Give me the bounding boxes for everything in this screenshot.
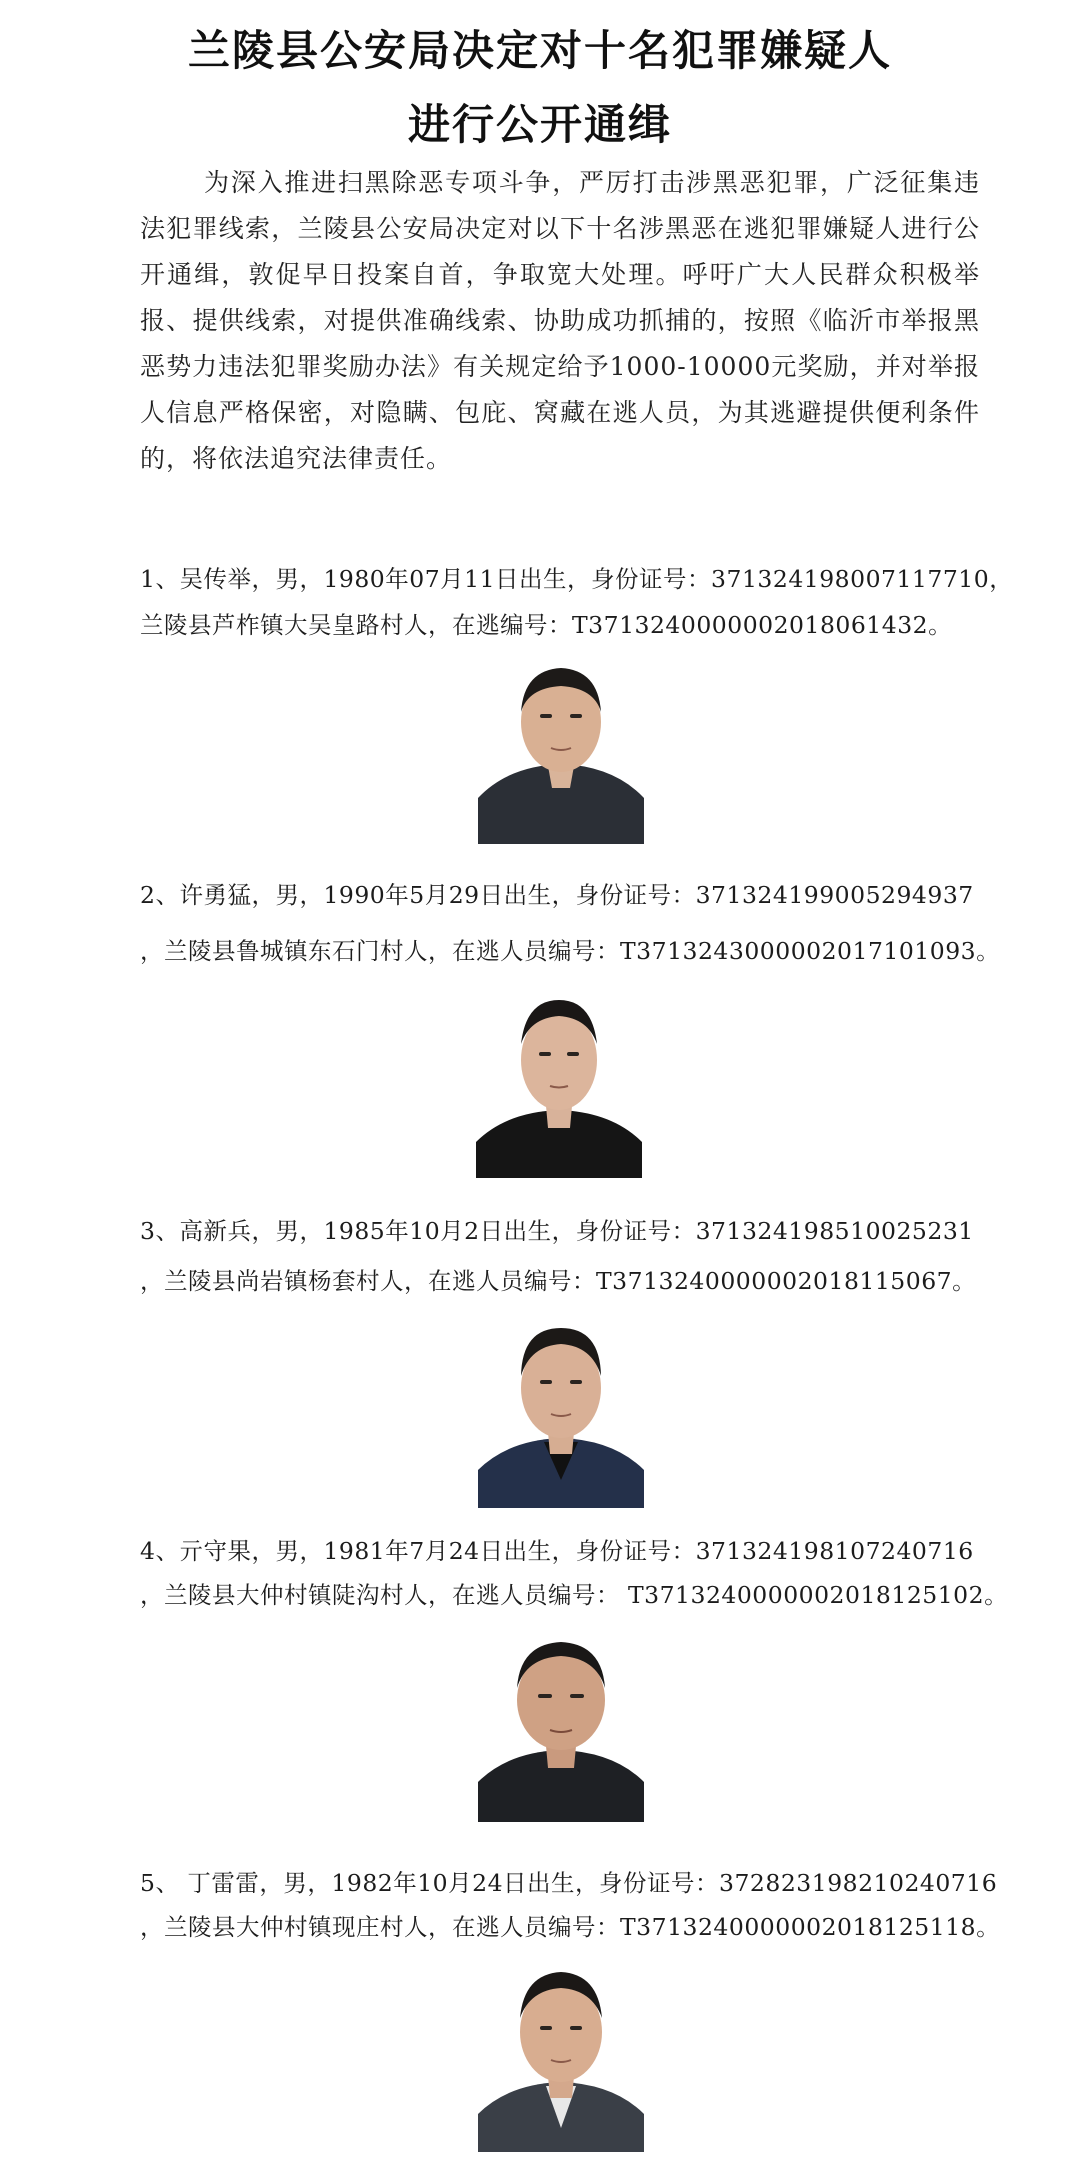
suspect-2-line-1: 2、许勇猛，男，1990年5月29日出生，身份证号：371324199005294937 xyxy=(140,881,974,909)
suspect-3-line-2: ，兰陵县尚岩镇杨套村人，在逃人员编号：T3713240000002018115067。 xyxy=(140,1267,977,1295)
suspect-2-photo xyxy=(476,982,642,1178)
suspect-4-line-2: ，兰陵县大仲村镇陡沟村人，在逃人员编号： T3713240000002018125102。 xyxy=(140,1581,1009,1609)
suspect-3-line-1: 3、高新兵，男，1985年10月2日出生，身份证号：371324198510025231 xyxy=(140,1217,974,1245)
suspect-4-photo xyxy=(478,1626,644,1822)
suspect-5-photo xyxy=(478,1956,644,2152)
intro-paragraph: 为深入推进扫黑除恶专项斗争，严厉打击涉黑恶犯罪，广泛征集违法犯罪线索，兰陵县公安局决定对以下十名涉黑恶在逃犯罪嫌疑人进行公开通缉，敦促早日投案自首，争取宽大处理。呼吁广大人民群众积极举报、提供线索，对提供准确线索、协助成功抓捕的，按照《临沂市举报黑恶势力违法犯罪奖励办法》有关规定给予1000-10000元奖励，并对举报人信息严格保密，对隐瞒、包庇、窝藏在逃人员，为其逃避提供便利条件的，将依法追究法律责任。 xyxy=(140,168,980,473)
suspect-1-line-1: 1、吴传举，男，1980年07月11日出生，身份证号：371324198007117710， xyxy=(140,565,1014,593)
suspect-5-line-1: 5、 丁雷雷，男，1982年10月24日出生，身份证号：372823198210240716 xyxy=(140,1869,998,1897)
suspect-3-photo xyxy=(478,1312,644,1508)
suspect-2-line-2: ，兰陵县鲁城镇东石门村人，在逃人员编号：T3713243000002017101093。 xyxy=(140,937,1001,965)
page-title-line-1: 兰陵县公安局决定对十名犯罪嫌疑人 xyxy=(187,26,892,75)
page-title-line-2: 进行公开通缉 xyxy=(407,100,672,149)
suspect-1-photo xyxy=(478,648,644,844)
suspect-5-line-2: ，兰陵县大仲村镇现庄村人，在逃人员编号：T3713240000002018125118。 xyxy=(140,1913,1001,1941)
suspect-1-line-2: 兰陵县芦柞镇大吴皇路村人，在逃编号：T3713240000002018061432。 xyxy=(140,611,953,639)
suspect-4-line-1: 4、亓守果，男，1981年7月24日出生，身份证号：371324198107240716 xyxy=(140,1537,974,1565)
